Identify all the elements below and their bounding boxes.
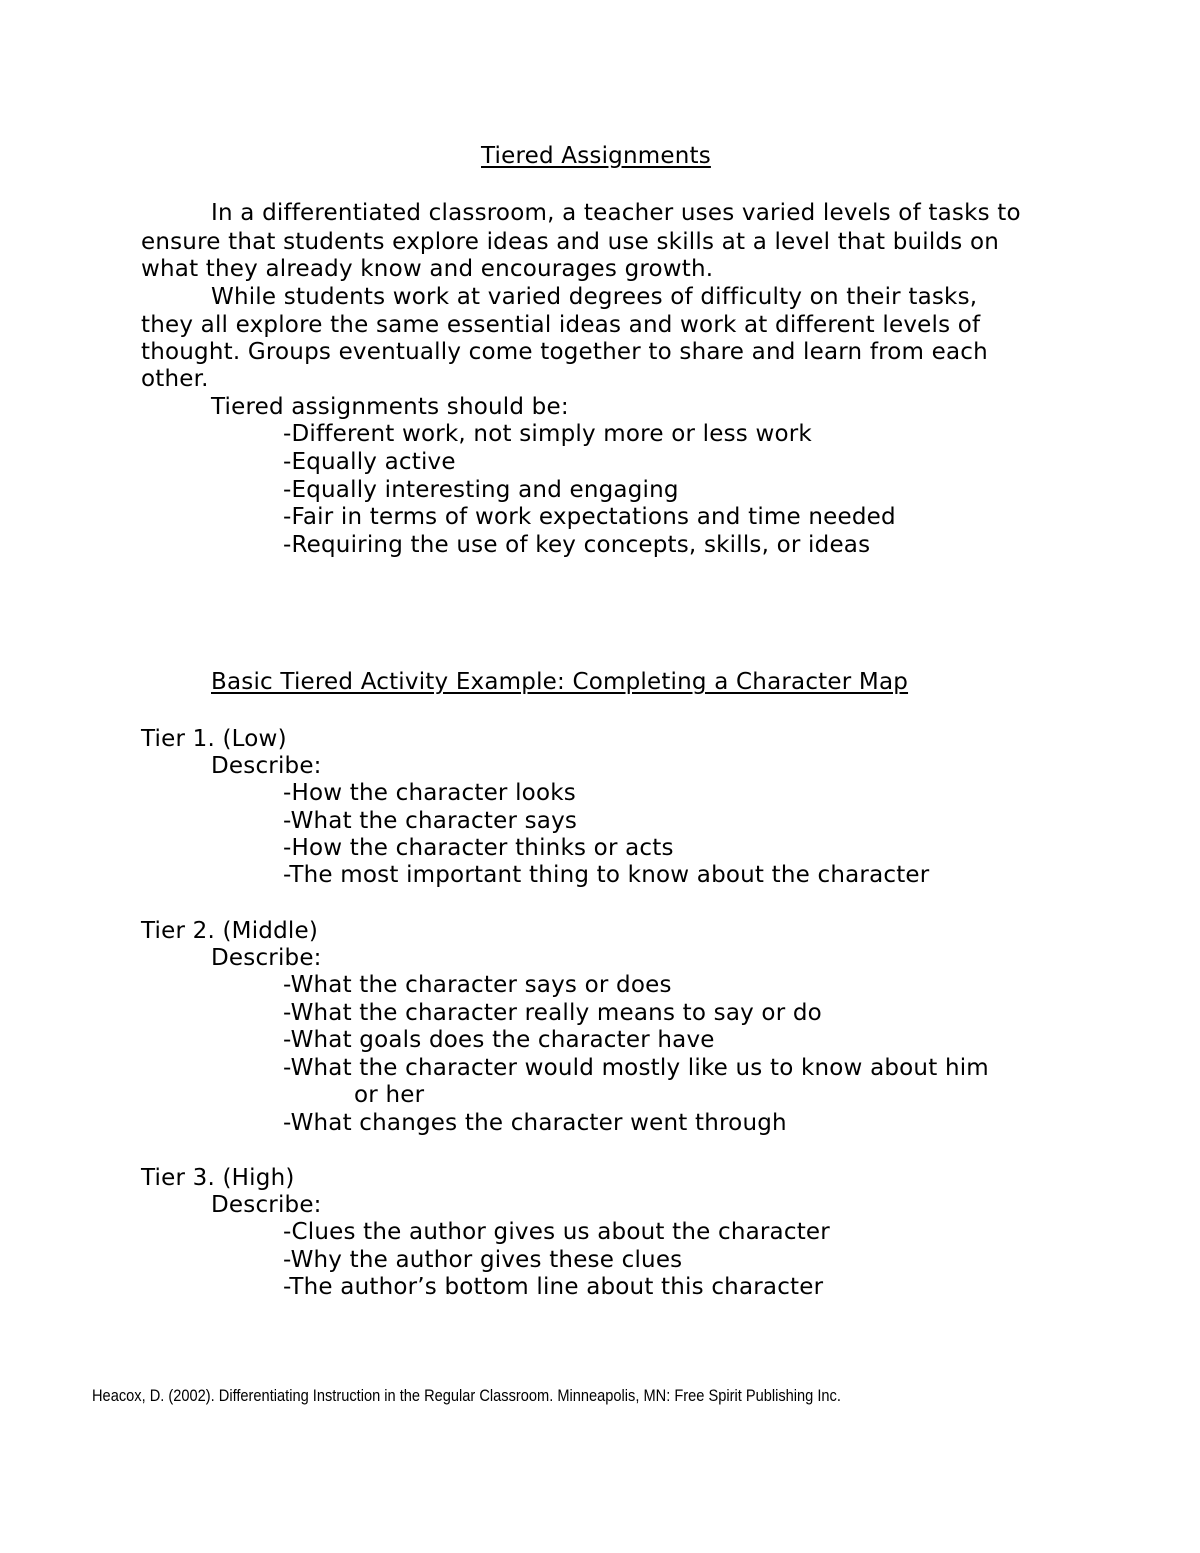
tier-3-heading: Tier 3. (High)	[141, 1165, 295, 1191]
tier-3-item: -The author’s bottom line about this character	[283, 1274, 824, 1300]
tier-1-item: -The most important thing to know about the character	[283, 862, 930, 888]
criteria-item: -Equally interesting and engaging	[283, 477, 679, 503]
tier-1-heading: Tier 1. (Low)	[141, 726, 287, 752]
criteria-item: -Different work, not simply more or less work	[283, 421, 812, 447]
tier-3-item: -Clues the author gives us about the character	[283, 1219, 830, 1245]
criteria-item: -Fair in terms of work expectations and time needed	[283, 504, 896, 530]
criteria-lead: Tiered assignments should be:	[211, 394, 569, 420]
tier-2-item: -What changes the character went through	[283, 1110, 787, 1136]
tier-2-item: -What the character would mostly like us to know about him	[283, 1055, 989, 1081]
tier-2-item-continuation: or her	[354, 1082, 425, 1108]
intro-paragraph-2-line-2: they all explore the same essential ideas and work at different levels of	[141, 312, 981, 338]
tier-3-describe: Describe:	[211, 1192, 322, 1218]
example-heading: Basic Tiered Activity Example: Completing a Character Map	[211, 669, 909, 695]
intro-paragraph-2-line-3: thought. Groups eventually come together to share and learn from each	[141, 339, 988, 365]
tier-2-item: -What goals does the character have	[283, 1027, 715, 1053]
intro-paragraph-1-line-2: ensure that students explore ideas and use skills at a level that builds on	[141, 229, 1000, 255]
tier-1-item: -How the character looks	[283, 780, 576, 806]
intro-paragraph-2-line-1: While students work at varied degrees of difficulty on their tasks,	[211, 284, 978, 310]
tier-2-item: -What the character really means to say or do	[283, 1000, 822, 1026]
tier-2-describe: Describe:	[211, 945, 322, 971]
citation: Heacox, D. (2002). Differentiating Instruction in the Regular Classroom. Minneapolis, MN: Free Spirit Publishing Inc.	[92, 1386, 841, 1405]
intro-paragraph-1-line-3: what they already know and encourages growth.	[141, 256, 714, 282]
tier-2-heading: Tier 2. (Middle)	[141, 918, 319, 944]
tier-2-item: -What the character says or does	[283, 972, 672, 998]
criteria-item: -Requiring the use of key concepts, skills, or ideas	[283, 532, 871, 558]
tier-1-describe: Describe:	[211, 753, 322, 779]
intro-paragraph-2-line-4: other.	[141, 366, 209, 392]
tier-1-item: -What the character says	[283, 808, 578, 834]
intro-paragraph-1-line-1: In a differentiated classroom, a teacher uses varied levels of tasks to	[211, 200, 1021, 226]
tier-3-item: -Why the author gives these clues	[283, 1247, 683, 1273]
document-title: Tiered Assignments	[481, 143, 711, 169]
tier-1-item: -How the character thinks or acts	[283, 835, 674, 861]
criteria-item: -Equally active	[283, 449, 456, 475]
